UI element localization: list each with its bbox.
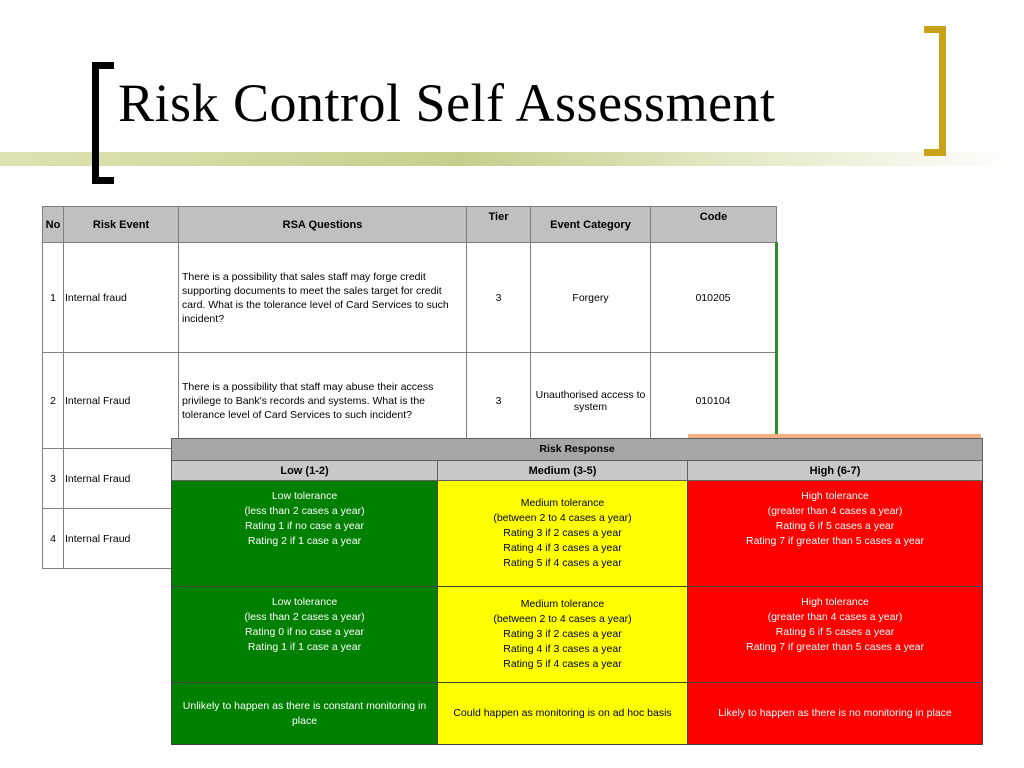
header-event-category: Event Category <box>531 207 651 243</box>
table-row <box>172 587 983 683</box>
row-tier: 3 <box>467 243 531 353</box>
cell-line: High tolerance <box>801 596 869 608</box>
cell-line: (less than 2 cases a year) <box>244 505 365 517</box>
row-code: 010205 <box>651 243 777 353</box>
row-category: Forgery <box>531 243 651 353</box>
cell-line: Rating 5 if 4 cases a year <box>503 658 622 670</box>
cell-line: Medium tolerance <box>520 598 605 610</box>
cell-line: Rating 5 if 4 cases a year <box>503 557 622 569</box>
cell-line: Rating 6 if 5 cases a year <box>775 626 895 638</box>
row-question: There is a possibility that sales staff may forge credit supporting documents to meet the sales target for credit card. What is the tolerance level of Card Services to such incident? <box>179 243 467 353</box>
cell-line: Rating 6 if 5 cases a year <box>775 520 895 532</box>
row-risk-event: Internal Fraud <box>64 509 179 569</box>
cell-line: Rating 4 if 3 cases a year <box>503 643 622 655</box>
row-risk-event: Internal fraud <box>64 243 179 353</box>
high-cell: Likely to happen as there is no monitoring in place <box>688 683 983 745</box>
title-underline-bar <box>0 152 1024 166</box>
low-cell: Unlikely to happen as there is constant monitoring in place <box>172 683 438 745</box>
cell-line: Rating 3 if 2 cases a year <box>503 628 622 640</box>
high-cell <box>688 481 983 587</box>
cell-line: Low tolerance <box>271 490 338 502</box>
cell-line: Rating 1 if 1 case a year <box>247 641 362 653</box>
row-tier: 3 <box>467 353 531 449</box>
row-no: 4 <box>43 509 64 569</box>
medium-cell <box>438 587 688 683</box>
cell-line: Medium tolerance <box>520 497 605 509</box>
cell-line: Rating 0 if no case a year <box>244 626 365 638</box>
cell-line: Rating 7 if greater than 5 cases a year <box>746 535 925 547</box>
left-bracket <box>92 62 114 184</box>
risk-response-table <box>171 438 982 745</box>
row-code: 010104 <box>651 353 777 449</box>
row-risk-event: Internal Fraud <box>64 449 179 509</box>
slide-title: Risk Control Self Assessment <box>118 73 776 133</box>
high-cell <box>688 587 983 683</box>
medium-cell <box>438 481 688 587</box>
cell-line: (greater than 4 cases a year) <box>767 505 903 517</box>
cell-line: (between 2 to 4 cases a year) <box>493 512 632 524</box>
row-no: 3 <box>43 449 64 509</box>
row-no: 2 <box>43 353 64 449</box>
cell-line: (greater than 4 cases a year) <box>767 611 903 623</box>
low-cell <box>172 587 438 683</box>
table-row <box>43 353 777 449</box>
col-medium: Medium (3-5) <box>438 461 688 481</box>
cell-line: Low tolerance <box>271 596 338 608</box>
col-low: Low (1-2) <box>172 461 438 481</box>
cell-line: Rating 2 if 1 case a year <box>247 535 362 547</box>
medium-cell: Could happen as monitoring is on ad hoc basis <box>438 683 688 745</box>
table-row <box>172 481 983 587</box>
cell-line: (between 2 to 4 cases a year) <box>493 613 632 625</box>
cell-line: Rating 1 if no case a year <box>244 520 365 532</box>
row-no: 1 <box>43 243 64 353</box>
cell-line: Rating 4 if 3 cases a year <box>503 542 622 554</box>
header-code: Code <box>651 207 777 243</box>
risk-response-title: Risk Response <box>172 439 983 461</box>
right-bracket <box>924 26 946 156</box>
header-rsa-questions: RSA Questions <box>179 207 467 243</box>
cell-line: Rating 3 if 2 cases a year <box>503 527 622 539</box>
cell-line: Rating 7 if greater than 5 cases a year <box>746 641 925 653</box>
cell-line: High tolerance <box>801 490 869 502</box>
table-row <box>43 243 777 353</box>
header-tier: Tier <box>467 207 531 243</box>
row-risk-event: Internal Fraud <box>64 353 179 449</box>
cell-line: (less than 2 cases a year) <box>244 611 365 623</box>
table-row <box>172 683 983 745</box>
header-risk-event: Risk Event <box>64 207 179 243</box>
row-category: Unauthorised access to system <box>531 353 651 449</box>
col-high: High (6-7) <box>688 461 983 481</box>
low-cell <box>172 481 438 587</box>
row-question: There is a possibility that staff may abuse their access privilege to Bank's records and systems. What is the tolerance level of Card Services to such incident? <box>179 353 467 449</box>
header-no: No <box>43 207 64 243</box>
